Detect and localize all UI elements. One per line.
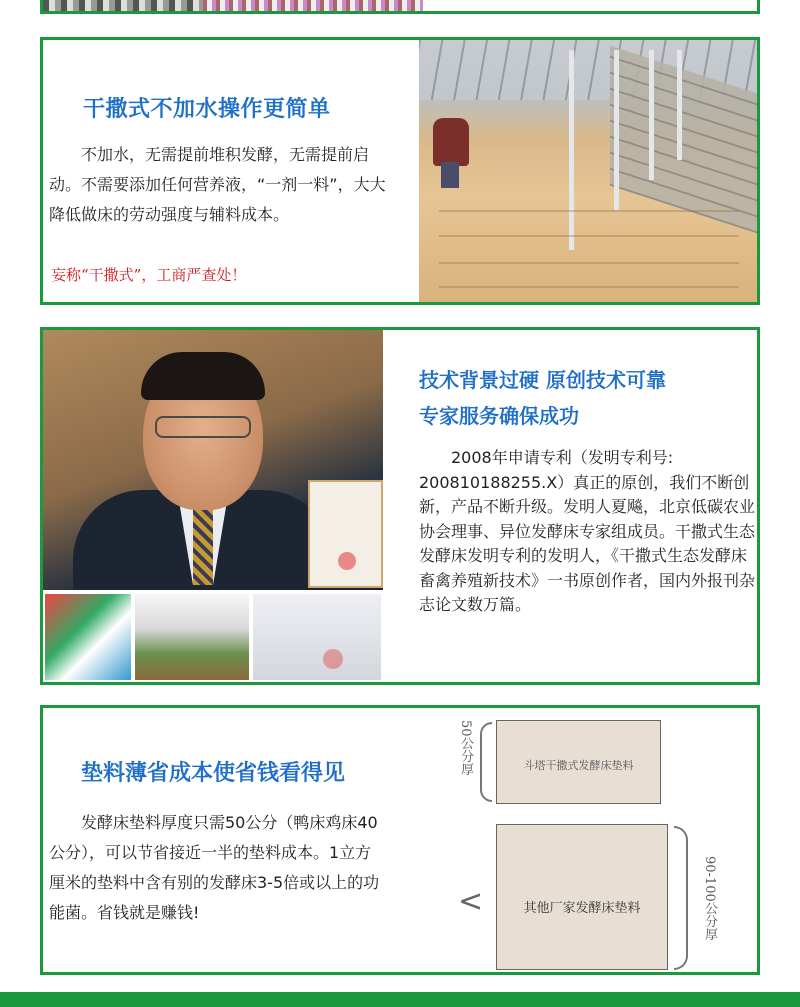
- inventor-portrait: [43, 330, 383, 590]
- other-bedding-label: 其他厂家发酵床垫料: [523, 901, 641, 916]
- book-covers-thumbnail: [45, 594, 131, 680]
- section-body: 发酵床垫料厚度只需50公分（鸭床鸡床40公分），可以节省接近一半的垫料成本。1立方厘米的垫料中含有别的发酵床3-5倍或以上的功能菌。省钱就是赚钱!: [49, 813, 380, 922]
- tie: [193, 505, 213, 585]
- section-title: 干撒式不加水操作更简单: [83, 97, 331, 122]
- section-body: 不加水，无需提前堆积发酵，无需提前启动。不需要添加任何营养液，“一剂一料”，大大降低做床的劳动强度与辅料成本。: [49, 145, 386, 224]
- section-body: 2008年申请专利（发明专利号: 200810188255.X）真正的原创，我们不断创新，产品不断升级。发明人夏飚，北京低碳农业协会理事、异位发酵床专家组成员。干撒式生态发酵床发明专利的发明人，《干撒式生态发酵床畜禽养殖新技术》一书原创作者，国内外报刊杂志论文数万篇。: [419, 448, 756, 614]
- top-photo-fragment-left: [43, 0, 203, 11]
- support-post: [649, 50, 654, 180]
- barn-photo: [419, 40, 760, 302]
- sand-texture: [439, 210, 739, 212]
- left-brace: [480, 722, 492, 802]
- support-post: [677, 50, 682, 160]
- other-bedding-box: [496, 824, 668, 970]
- document-thumbnail: [253, 594, 381, 680]
- hair: [141, 352, 265, 400]
- sand-texture: [439, 262, 739, 264]
- worker-legs: [441, 162, 459, 188]
- sand-texture: [439, 286, 739, 288]
- section-expertise: [40, 327, 760, 685]
- our-bedding-box: [496, 720, 661, 804]
- glasses: [155, 416, 251, 438]
- support-post: [614, 50, 619, 210]
- patent-certificate-image: [308, 480, 383, 588]
- right-brace: [674, 826, 688, 970]
- section-title: 垫料薄省成本使省钱看得见: [81, 761, 346, 786]
- section-heading-primary: 技术背景过硬 原创技术可靠: [419, 368, 666, 392]
- our-bedding-label: 斗塔干撒式发酵床垫料: [523, 759, 634, 772]
- section-heading-secondary: 专家服务确保成功: [419, 404, 579, 428]
- worker-figure: [433, 118, 469, 166]
- less-than-symbol: <: [458, 884, 484, 919]
- right-thickness-label: 90-100公分厚: [702, 856, 717, 941]
- thickness-comparison-diagram: [438, 716, 758, 974]
- warning-notice: 妄称“干撒式”，工商严查处！: [51, 266, 247, 284]
- sand-texture: [439, 235, 739, 237]
- top-image-strip: [40, 0, 760, 14]
- section-dry-spread: [40, 37, 760, 305]
- barn-diagram-thumbnail: [135, 594, 249, 680]
- left-thickness-label: 50公分厚: [458, 720, 473, 776]
- support-post: [569, 50, 574, 250]
- bottom-green-bar: [0, 992, 800, 1007]
- thumbnail-row: [43, 592, 383, 682]
- top-photo-fragment-right: [203, 0, 423, 11]
- section-thin-bedding: [40, 705, 760, 975]
